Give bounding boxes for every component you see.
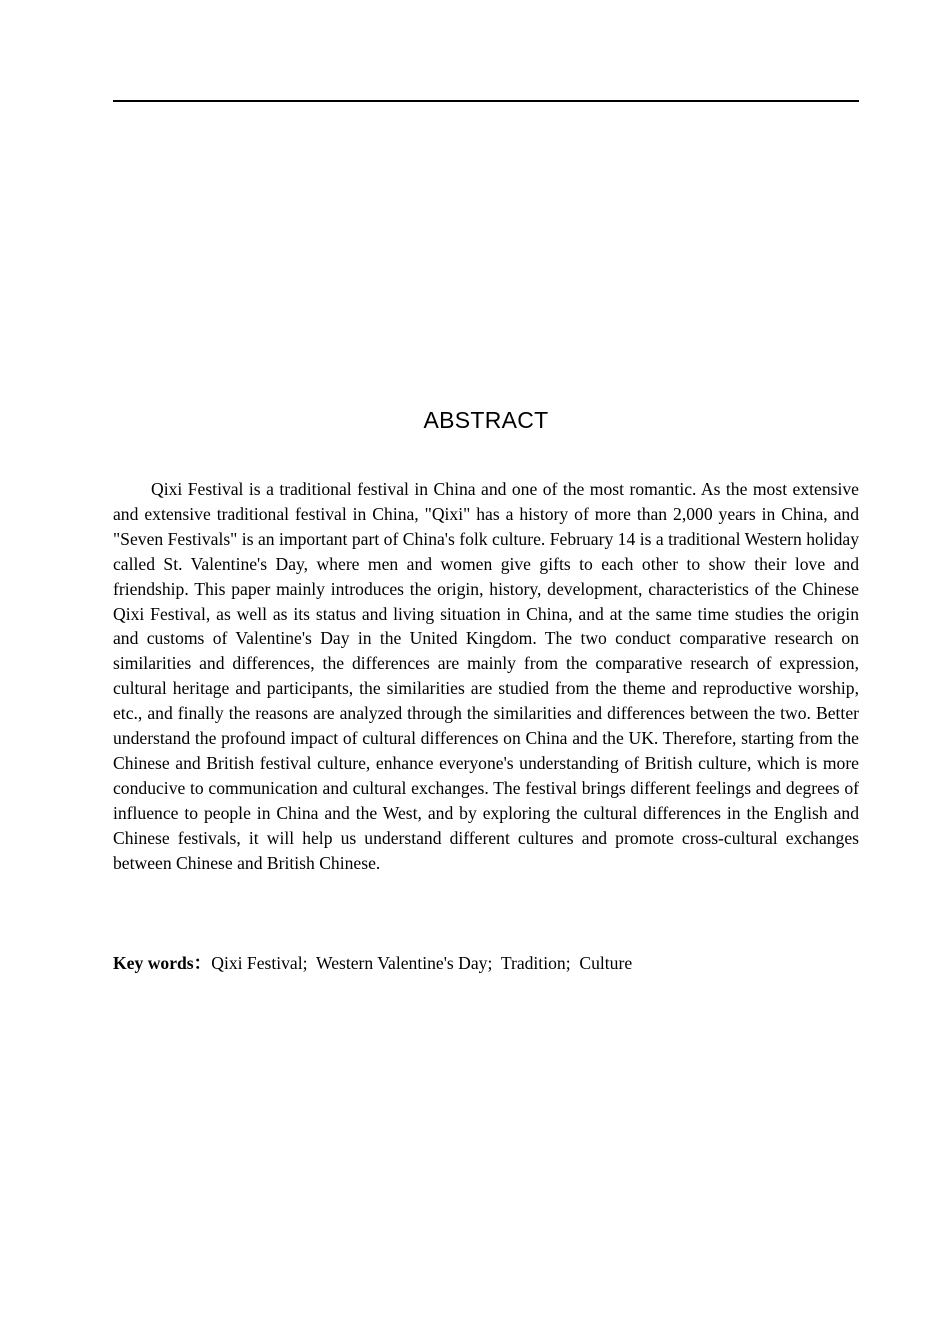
header-rule (113, 100, 859, 102)
keyword-separator: ; (302, 953, 316, 973)
keywords-label: Key words： (113, 953, 212, 973)
keyword-item: Qixi Festival (211, 953, 303, 973)
keyword-item: Tradition (500, 953, 566, 973)
keyword-item: Culture (579, 953, 633, 973)
abstract-body: Qixi Festival is a traditional festival in China and one of the most romantic. As the most extensive and extensive traditional festival in China, "Qixi" has a history of more than 2,000 years in China, and "Seven Festivals" is an important part of China's folk culture. February 14 is a traditional Western holiday called St. Valentine's Day, where men and women give gifts to each other to show their love and friendship. This paper mainly introduces the origin, history, development, characteristics of the Chinese Qixi Festival, as well as its status and living situation in China, and at the same time studies the origin and customs of Valentine's Day in the United Kingdom. The two conduct comparative research on similarities and differences, the differences are mainly from the comparative research of expression, cultural heritage and participants, the similarities are studied from the theme and reproductive worship, etc., and finally the reasons are analyzed through the similarities and differences between the two. Better understand the profound impact of cultural differences on China and the UK. Therefore, starting from the Chinese and British festival culture, enhance everyone's understanding of British culture, which is more conducive to communication and cultural exchanges. The festival brings different feelings and degrees of influence to people in China and the West, and by exploring the cultural differences in the English and Chinese festivals, it will help us understand different cultures and promote cross-cultural exchanges between Chinese and British Chinese. (113, 479, 859, 873)
abstract-title: ABSTRACT (423, 407, 549, 433)
keyword-separator: ; (487, 953, 501, 973)
keywords-line (113, 951, 859, 976)
keyword-item: Western Valentine's Day (316, 953, 488, 973)
keyword-separator: ; (565, 953, 580, 973)
